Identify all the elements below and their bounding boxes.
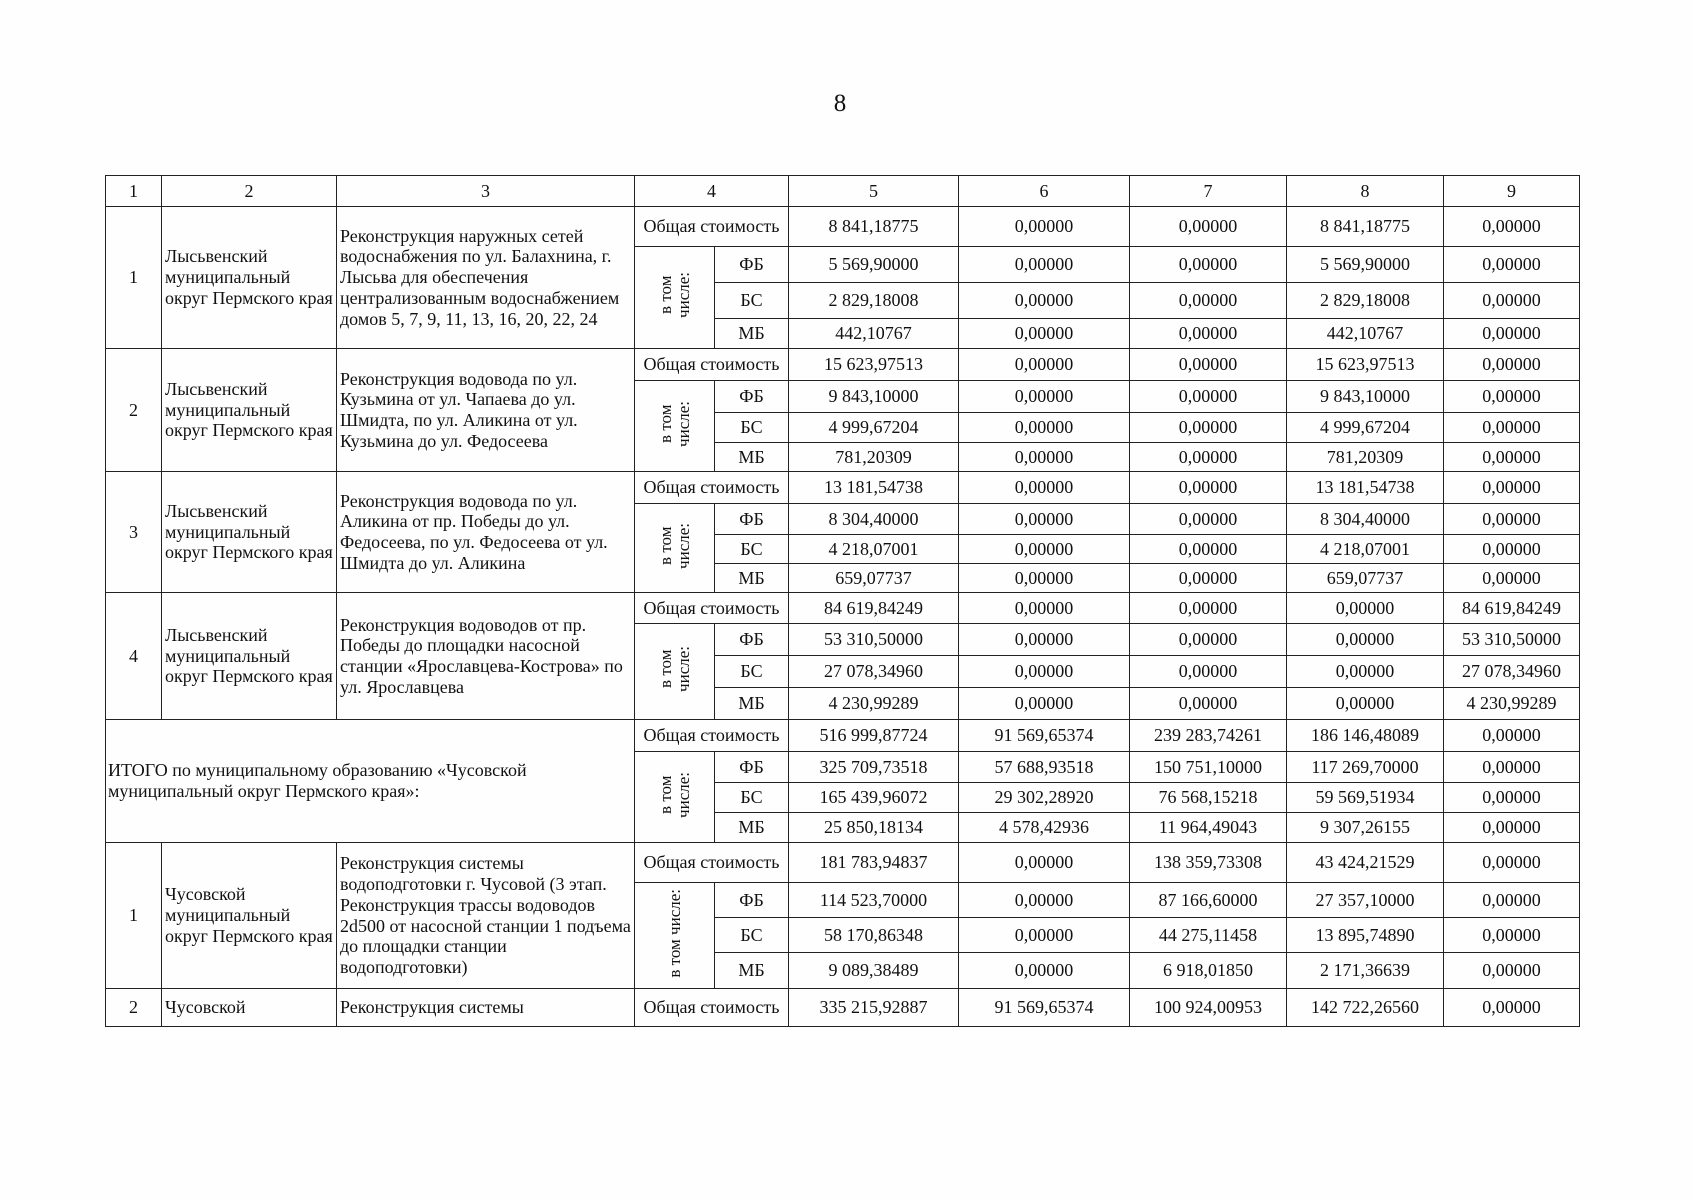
value-cell: 0,00000 (1130, 247, 1287, 283)
funding-source: БС (715, 783, 789, 813)
value-cell: 29 302,28920 (959, 783, 1130, 813)
value-cell: 0,00000 (1444, 413, 1580, 443)
value-cell: 181 783,94837 (789, 843, 959, 883)
value-cell: 91 569,65374 (959, 989, 1130, 1027)
value-cell: 150 751,10000 (1130, 752, 1287, 783)
value-cell: 0,00000 (959, 656, 1130, 688)
value-cell: 0,00000 (1130, 207, 1287, 247)
value-cell: 0,00000 (1444, 989, 1580, 1027)
value-cell: 0,00000 (1130, 656, 1287, 688)
value-cell: 0,00000 (959, 283, 1130, 319)
value-cell: 0,00000 (1444, 564, 1580, 593)
value-cell: 0,00000 (959, 207, 1130, 247)
value-cell: 53 310,50000 (1444, 624, 1580, 656)
value-cell: 335 215,92887 (789, 989, 959, 1027)
value-cell: 0,00000 (1444, 504, 1580, 535)
header-cell: 2 (162, 176, 337, 207)
value-cell: 43 424,21529 (1287, 843, 1444, 883)
value-cell: 0,00000 (1444, 953, 1580, 989)
funding-source: ФБ (715, 883, 789, 918)
value-cell: 165 439,96072 (789, 783, 959, 813)
value-cell: 0,00000 (1130, 381, 1287, 413)
value-cell: 0,00000 (1444, 720, 1580, 752)
value-cell: 4 230,99289 (1444, 688, 1580, 720)
total-cost-label: Общая стоимость (635, 843, 789, 883)
header-cell: 1 (106, 176, 162, 207)
value-cell: 2 829,18008 (1287, 283, 1444, 319)
value-cell: 13 181,54738 (789, 472, 959, 504)
value-cell: 0,00000 (1130, 564, 1287, 593)
value-cell: 4 999,67204 (1287, 413, 1444, 443)
header-cell: 6 (959, 176, 1130, 207)
header-cell: 7 (1130, 176, 1287, 207)
value-cell: 0,00000 (959, 349, 1130, 381)
value-cell: 0,00000 (959, 624, 1130, 656)
value-cell: 0,00000 (1444, 813, 1580, 843)
funding-source: ФБ (715, 247, 789, 283)
row-number: 1 (106, 207, 162, 349)
including-label: в том числе: (655, 646, 693, 693)
funding-source: МБ (715, 443, 789, 472)
value-cell: 0,00000 (1444, 319, 1580, 349)
row-number: 2 (106, 349, 162, 472)
value-cell: 0,00000 (1444, 843, 1580, 883)
value-cell: 9 089,38489 (789, 953, 959, 989)
value-cell: 0,00000 (1130, 283, 1287, 319)
value-cell: 142 722,26560 (1287, 989, 1444, 1027)
total-cost-label: Общая стоимость (635, 989, 789, 1027)
value-cell: 76 568,15218 (1130, 783, 1287, 813)
value-cell: 4 218,07001 (1287, 535, 1444, 564)
row-number: 1 (106, 843, 162, 989)
value-cell: 0,00000 (959, 472, 1130, 504)
funding-source: ФБ (715, 624, 789, 656)
value-cell: 91 569,65374 (959, 720, 1130, 752)
including-label: в том числе: (655, 272, 693, 319)
value-cell: 0,00000 (1130, 504, 1287, 535)
value-cell: 0,00000 (959, 688, 1130, 720)
value-cell: 0,00000 (959, 883, 1130, 918)
value-cell: 2 829,18008 (789, 283, 959, 319)
value-cell: 0,00000 (1444, 472, 1580, 504)
value-cell: 239 283,74261 (1130, 720, 1287, 752)
value-cell: 11 964,49043 (1130, 813, 1287, 843)
summary-row (106, 720, 1580, 752)
value-cell: 659,07737 (1287, 564, 1444, 593)
value-cell: 138 359,73308 (1130, 843, 1287, 883)
total-cost-label: Общая стоимость (635, 349, 789, 381)
funding-source: ФБ (715, 381, 789, 413)
value-cell: 8 841,18775 (789, 207, 959, 247)
value-cell: 516 999,87724 (789, 720, 959, 752)
including-label-cell (635, 504, 715, 593)
header-cell: 9 (1444, 176, 1580, 207)
value-cell: 4 578,42936 (959, 813, 1130, 843)
value-cell: 8 841,18775 (1287, 207, 1444, 247)
value-cell: 0,00000 (959, 413, 1130, 443)
value-cell: 0,00000 (959, 381, 1130, 413)
including-label: в том числе: (664, 888, 684, 978)
funding-source: МБ (715, 953, 789, 989)
value-cell: 781,20309 (789, 443, 959, 472)
value-cell: 0,00000 (1444, 247, 1580, 283)
value-cell: 325 709,73518 (789, 752, 959, 783)
including-label-cell (635, 247, 715, 349)
header-cell: 8 (1287, 176, 1444, 207)
page-number: 8 (833, 90, 847, 117)
row-number: 3 (106, 472, 162, 593)
including-label: в том числе: (655, 400, 693, 447)
value-cell: 0,00000 (1444, 283, 1580, 319)
value-cell: 4 218,07001 (789, 535, 959, 564)
funding-source: БС (715, 918, 789, 953)
value-cell: 0,00000 (1444, 207, 1580, 247)
value-cell: 27 078,34960 (789, 656, 959, 688)
value-cell: 2 171,36639 (1287, 953, 1444, 989)
value-cell: 0,00000 (1130, 472, 1287, 504)
municipality-name: Лысьвенский муниципальный округ Пермского края (162, 349, 337, 472)
value-cell: 9 843,10000 (1287, 381, 1444, 413)
value-cell: 13 895,74890 (1287, 918, 1444, 953)
value-cell: 59 569,51934 (1287, 783, 1444, 813)
including-label-cell (635, 752, 715, 843)
value-cell: 15 623,97513 (1287, 349, 1444, 381)
value-cell: 25 850,18134 (789, 813, 959, 843)
value-cell: 0,00000 (1130, 413, 1287, 443)
including-label-cell (635, 883, 715, 989)
project-description: Реконструкция водоводов от пр. Победы до площадки насосной станции «Ярославцева-Кострова» по ул. Ярославцева (337, 593, 635, 720)
value-cell: 0,00000 (1287, 593, 1444, 624)
funding-source: БС (715, 283, 789, 319)
project-description: Реконструкция наружных сетей водоснабжения по ул. Балахнина, г. Лысьва для обеспечения централизованным водоснабжением домов 5, 7, 9, 11, 13, 16, 20, 22, 24 (337, 207, 635, 349)
value-cell: 27 078,34960 (1444, 656, 1580, 688)
value-cell: 0,00000 (1444, 752, 1580, 783)
value-cell: 0,00000 (1130, 443, 1287, 472)
value-cell: 6 918,01850 (1130, 953, 1287, 989)
including-label: в том числе: (655, 771, 693, 818)
table-row (106, 593, 1580, 624)
value-cell: 0,00000 (959, 247, 1130, 283)
including-label-cell (635, 624, 715, 720)
value-cell: 0,00000 (1130, 319, 1287, 349)
value-cell: 0,00000 (1444, 443, 1580, 472)
value-cell: 0,00000 (959, 564, 1130, 593)
value-cell: 0,00000 (1130, 593, 1287, 624)
total-cost-label: Общая стоимость (635, 207, 789, 247)
value-cell: 0,00000 (959, 319, 1130, 349)
value-cell: 659,07737 (789, 564, 959, 593)
header-cell: 3 (337, 176, 635, 207)
table-row (106, 843, 1580, 883)
value-cell: 87 166,60000 (1130, 883, 1287, 918)
value-cell: 186 146,48089 (1287, 720, 1444, 752)
value-cell: 0,00000 (959, 843, 1130, 883)
value-cell: 0,00000 (1444, 783, 1580, 813)
table-row (106, 349, 1580, 381)
funding-source: МБ (715, 688, 789, 720)
value-cell: 0,00000 (1287, 624, 1444, 656)
value-cell: 5 569,90000 (1287, 247, 1444, 283)
value-cell: 9 843,10000 (789, 381, 959, 413)
value-cell: 0,00000 (1444, 883, 1580, 918)
funding-source: МБ (715, 813, 789, 843)
value-cell: 4 230,99289 (789, 688, 959, 720)
municipality-name: Чусовской муниципальный округ Пермского края (162, 843, 337, 989)
funding-source: МБ (715, 319, 789, 349)
value-cell: 0,00000 (1444, 535, 1580, 564)
value-cell: 0,00000 (959, 443, 1130, 472)
funding-source: ФБ (715, 752, 789, 783)
total-cost-label: Общая стоимость (635, 720, 789, 752)
value-cell: 8 304,40000 (789, 504, 959, 535)
funding-source: ФБ (715, 504, 789, 535)
total-cost-label: Общая стоимость (635, 472, 789, 504)
value-cell: 58 170,86348 (789, 918, 959, 953)
project-description: Реконструкция системы водоподготовки г. Чусовой (3 этап. Реконструкция трассы водоводов 2d500 от насосной станции 1 подъема до площадки станции водоподготовки) (337, 843, 635, 989)
value-cell: 84 619,84249 (789, 593, 959, 624)
table-row (106, 989, 1580, 1027)
value-cell: 0,00000 (1287, 688, 1444, 720)
summary-label (106, 720, 635, 843)
value-cell: 15 623,97513 (789, 349, 959, 381)
value-cell: 0,00000 (1130, 688, 1287, 720)
funding-table (105, 175, 1580, 1027)
municipality-name: Лысьвенский муниципальный округ Пермского края (162, 593, 337, 720)
value-cell: 0,00000 (1444, 918, 1580, 953)
table-row (106, 207, 1580, 247)
value-cell: 117 269,70000 (1287, 752, 1444, 783)
value-cell: 27 357,10000 (1287, 883, 1444, 918)
total-cost-label: Общая стоимость (635, 593, 789, 624)
header-cell: 4 (635, 176, 789, 207)
row-number: 4 (106, 593, 162, 720)
header-row (106, 176, 1580, 207)
value-cell: 9 307,26155 (1287, 813, 1444, 843)
value-cell: 0,00000 (959, 593, 1130, 624)
project-description: Реконструкция водовода по ул. Кузьмина от ул. Чапаева до ул. Шмидта, по ул. Аликина от ул. Кузьмина до ул. Федосеева (337, 349, 635, 472)
including-label-cell (635, 381, 715, 472)
value-cell: 442,10767 (789, 319, 959, 349)
value-cell: 0,00000 (1130, 624, 1287, 656)
value-cell: 0,00000 (959, 535, 1130, 564)
value-cell: 13 181,54738 (1287, 472, 1444, 504)
row-number: 2 (106, 989, 162, 1027)
value-cell: 0,00000 (1287, 656, 1444, 688)
project-description: Реконструкция водовода по ул. Аликина от пр. Победы до ул. Федосеева, по ул. Федосеева от ул. Шмидта до ул. Аликина (337, 472, 635, 593)
value-cell: 0,00000 (959, 918, 1130, 953)
value-cell: 5 569,90000 (789, 247, 959, 283)
value-cell: 0,00000 (1444, 349, 1580, 381)
header-cell: 5 (789, 176, 959, 207)
funding-source: БС (715, 413, 789, 443)
value-cell: 0,00000 (959, 504, 1130, 535)
value-cell: 0,00000 (1130, 535, 1287, 564)
value-cell: 0,00000 (959, 953, 1130, 989)
value-cell: 442,10767 (1287, 319, 1444, 349)
summary-label-line: ИТОГО по муниципальному образованию «Чусовской (108, 760, 527, 781)
table-row (106, 472, 1580, 504)
funding-source: МБ (715, 564, 789, 593)
value-cell: 4 999,67204 (789, 413, 959, 443)
value-cell: 84 619,84249 (1444, 593, 1580, 624)
value-cell: 781,20309 (1287, 443, 1444, 472)
municipality-name: Чусовской (162, 989, 337, 1027)
value-cell: 53 310,50000 (789, 624, 959, 656)
value-cell: 8 304,40000 (1287, 504, 1444, 535)
including-label: в том числе: (655, 522, 693, 569)
value-cell: 0,00000 (1130, 349, 1287, 381)
summary-label-line: муниципальный округ Пермского края»: (108, 781, 420, 801)
municipality-name: Лысьвенский муниципальный округ Пермского края (162, 472, 337, 593)
value-cell: 44 275,11458 (1130, 918, 1287, 953)
funding-source: БС (715, 535, 789, 564)
value-cell: 0,00000 (1444, 381, 1580, 413)
funding-source: БС (715, 656, 789, 688)
value-cell: 57 688,93518 (959, 752, 1130, 783)
value-cell: 114 523,70000 (789, 883, 959, 918)
project-description: Реконструкция системы (337, 989, 635, 1027)
value-cell: 100 924,00953 (1130, 989, 1287, 1027)
municipality-name: Лысьвенский муниципальный округ Пермского края (162, 207, 337, 349)
